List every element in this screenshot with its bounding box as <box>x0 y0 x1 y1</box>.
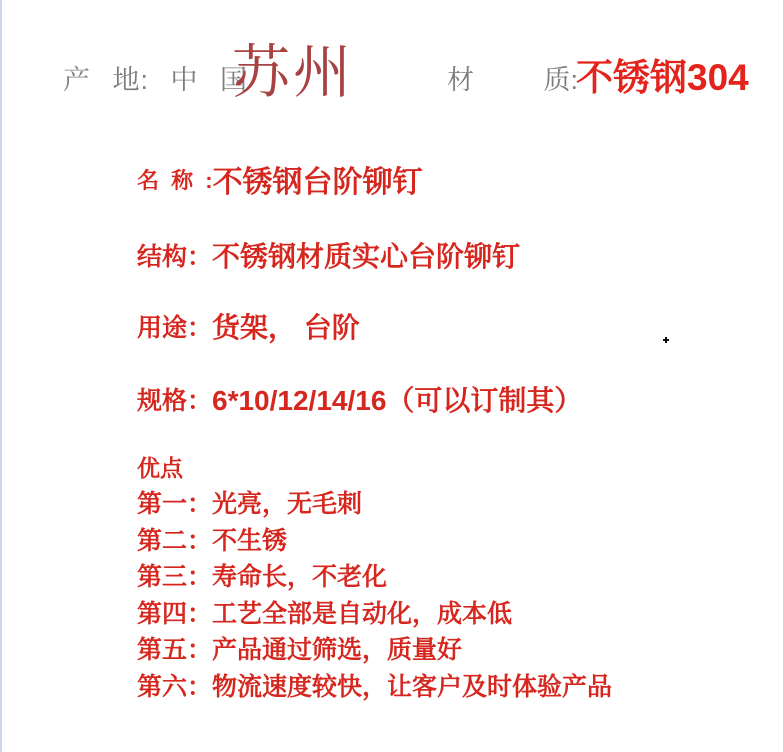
stray-plus-mark <box>663 337 669 343</box>
spec-row-specification-label: 规格： <box>137 387 213 415</box>
spec-row-specification <box>137 381 582 417</box>
origin-label: 产 地: 中 国 <box>63 65 249 95</box>
spec-row-structure <box>137 237 520 273</box>
advantage-item: 第四：工艺全部是自动化，成本低 <box>137 599 513 628</box>
material-value: 不锈钢304 <box>576 57 749 98</box>
left-edge-line <box>0 0 2 752</box>
origin-city-text: 苏州 <box>232 38 355 106</box>
advantage-item: 第五：产品通过筛选，质量好 <box>137 636 463 664</box>
spec-row-name-label: 名 称 : <box>137 167 213 193</box>
spec-row-name-value: 不锈钢台阶铆钉 <box>212 166 423 199</box>
spec-row-usage <box>137 308 360 344</box>
advantages-title: 优点 <box>137 455 183 481</box>
advantage-item: 第一：光亮，无毛刺 <box>137 490 363 518</box>
advantage-item: 第三：寿命长，不老化 <box>137 563 388 591</box>
spec-row-structure-value: 不锈钢材质实心台阶铆钉 <box>212 241 521 272</box>
spec-row-usage-label: 用途： <box>137 314 213 342</box>
spec-row-name <box>137 161 423 197</box>
spec-row-specification-value: 6*10/12/14/16（可以订制其） <box>212 385 583 416</box>
advantage-item: 第六：物流速度较快，让客户及时体验产品 <box>137 672 613 701</box>
material-label: 材 质: <box>447 65 579 95</box>
spec-row-usage-value: 货架， 台阶 <box>212 312 360 343</box>
advantages-list <box>137 486 612 705</box>
spec-row-structure-label: 结构： <box>137 243 213 271</box>
advantage-item: 第二：不生锈 <box>137 526 288 555</box>
